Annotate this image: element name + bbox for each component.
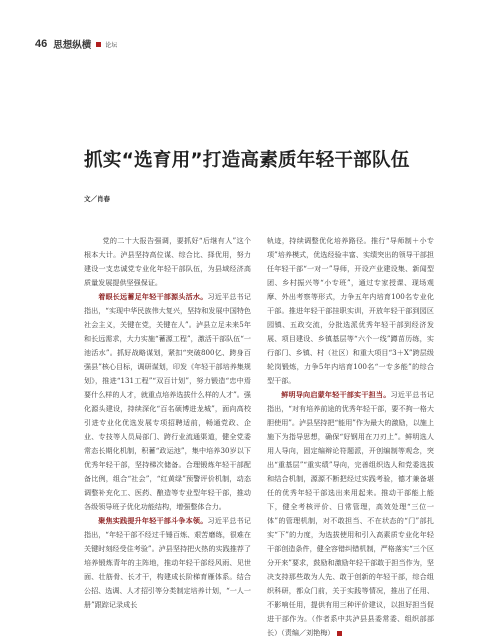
paragraph	[84, 290, 251, 514]
page-number: 46	[35, 38, 48, 50]
paragraph-body: 习近平总书记指出，“对有培养前途的优秀年轻干部，要不拘一格大胆使用”。泸县坚持把“能用”作为最大的激励，以施上施下为指导思想，确保“好钢用在刀刃上”。鲜明选人用人导向，固定编辩论符题派，开创编制等观念，突出“重基层”“重实绩”导向，完善组织选人和党委选拔和结合机制，源源不断把经过实践考验，德才兼备堪任的优秀年轻干部选出来用起来。推动干部能上能下，健全考核评价、日常管理，高效处理“三位一体”的管理机制，对不敢担当、不在状态的“门”部扎实“下”的力度，为选拔使用和引入高素质专业化年轻干部创造条件，健全容错纠错机制，严格落实“三个区分开来”要求，鼓励和激励年轻干部敢于担当作为，坚决支持那些敢为人先、敢于创新的年轻干部，综合组织科研，都众门前，关于实践等情况，推出了任用、不影响任用，提供有用三种评价建议，以担好担当促进干部作为。	[267, 390, 435, 624]
page-header	[35, 37, 117, 51]
paragraph	[84, 514, 251, 612]
section-heading: 聚焦实践提升年轻干部斗争本领。	[98, 516, 208, 526]
section-heading: 着眼长远蓄足年轻干部源头活水。	[98, 292, 208, 302]
intro-paragraph: 党的二十大报告强调，要抓好“后继有人”这个根本大计。泸县坚持高位谋、综合比、择优用，努力建设一支忠诚党专业化年轻干部队伍，为县域经济高质量发展提供坚强保证。	[84, 236, 251, 288]
section-name: 思想纵横	[53, 40, 92, 51]
right-column	[267, 234, 434, 640]
author-note: （作者系中共泸县县委常委、组织部部长）（责编／刘艳梅）	[267, 614, 434, 638]
column-name: 论坛	[105, 42, 118, 49]
section-heading: 鲜明导向启蒙年轻干部实干担当。	[281, 390, 391, 400]
left-column	[84, 234, 251, 612]
paragraph	[267, 388, 434, 640]
red-square-icon	[96, 42, 101, 47]
article-author: 文／肖春	[84, 196, 110, 203]
article-title: 抓实“选育用”打造高素质年轻干部队伍	[84, 150, 410, 171]
paragraph-body: 习近平总书记指出，“实现中华民族伟大复兴，坚持和发展中国特色社会主义，关键在党，关键在人”。泸县立足未来5年和长远需求，大力实施“蓄源工程”，激活干部队伍“一池活水”。抓好战略谋划，紧扣“突破800亿、跨身百强县”核心目标，调研谋划，印发《年轻干部培养集规划》，推进“131工程”“双百计划”，努力锻造“忠中焉要什么样的人才，就重点培养选拔什么样的人才”。强化源头建设，持续深化“百名硕博进龙城”，面向高校引进专业化优选发展专项招聘适前，畅通党政、企业、专技等人员局部门、跨行业流通渠道，健全党委常态长期化机制，积蓄“政运池”，集中培养30岁以下优秀年轻干部，坚持梯次储备。合理锻炼年轻干部配备比例，组合“社会”，“红黄绿”预警评价机制，动态调整补充化工、医药、酿造等专业型年轻干部，推动各级领导班子优化功能结构，增强整体合力。	[84, 292, 252, 512]
end-mark-icon	[337, 631, 342, 636]
continued-paragraph: 轨迹，持续调整优化培养路径。推行“导师制＋小专项”培养模式，优选经验丰富、实绩突出的领导干部担任年轻干部“一对一”导师，开设产业建设集、新闻型团、乡村振兴等“小专班”，通过专家授课、现场观摩、外出考察等形式，力争五年内培育100名专业化干部。推进年轻干部挂职实训，开放年轻干部到园区园镇、五政交流，分批选派优秀年轻干部到经济发展、项目建设、乡镇基层等“六个一线”蹲苗历练，实行部门、乡镇、村（社区）和重大项目“3＋X”跨层级轮岗锻炼，力争5年内培育100名“一专多能”的综合型干部。	[267, 236, 434, 386]
paragraph-body: 习近平总书记指出，“年轻干部不经过千锤百炼、艰苦磨练，很难在关键时刻经受住考验”。泸县坚持把火热的实践推荐了培养锻炼青年的主阵地，推动年轻干部经风雨、见世面、壮筋骨、长才干，构建成长阶梯育雁体系。结合公招、选调、人才招引等分类制定培养计划，“一人一册”跟踪记录成长	[84, 516, 252, 610]
